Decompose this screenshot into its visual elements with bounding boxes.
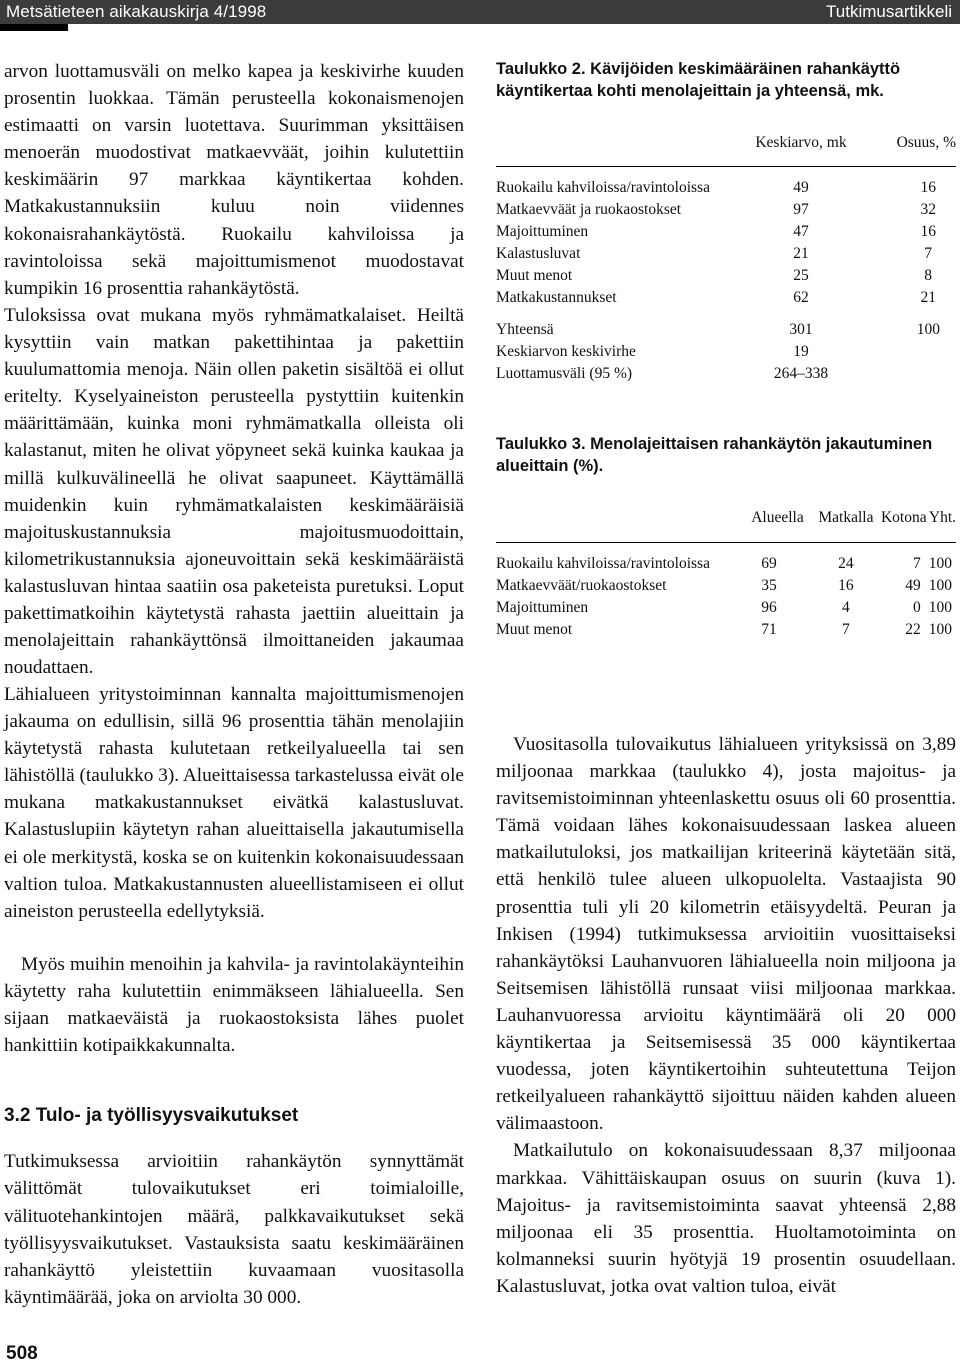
table-row [496, 553, 956, 575]
table-caption-label: Taulukko 2. [496, 60, 586, 78]
cell-value: 8 [924, 266, 932, 284]
table-caption [496, 433, 956, 477]
table-row [496, 597, 956, 619]
cell-value: 100 [916, 320, 940, 338]
cell-value: 97 [793, 200, 809, 218]
body-paragraph: Lähialueen yritystoiminnan kannalta majoittumismenojen jakauma on edullisin, sillä 96 prosenttia tähän menolajiin käytetystä rahasta kulutetaan retkeilyalueella tai sen lähistöllä (taulukko 3). Alueittaisessa tarkastelussa eivät ole mukana matkakustannukset eivätkä kalastusluvat. Kalastuslupiin käytetyn rahan alueittaisella jakautumisella ei ole merkitystä, koska se on kuitenkin kokonaisuudessaan valtion tuloa. Matkakustannusten alueellistamiseen ei ollut aineiston perusteella edellytyksiä. [4, 684, 464, 922]
cell-value: 62 [793, 288, 809, 306]
row-label: Matkaevväät ja ruokaostokset [496, 200, 682, 218]
cell-value: 7 [913, 555, 921, 572]
column-header: Keskiarvo, mk [755, 134, 847, 151]
table-header-row [496, 134, 956, 166]
body-paragraph: Vuositasolla tulovaikutus lähialueen yrityksissä on 3,89 miljoonaa markkaa (taulukko 4), josta majoitus- ja ravitsemistoiminnan yhteenlaskettu osuus oli 60 prosenttia. Tämä voidaan lähes kokonaisuudessaan laskea alueen matkailutuloksi, jos matkailijan kriteerinä käytetään sitä, että henkilö tulee alueen ulkopuolelta. Vastaajista 90 prosenttia tuli yli 20 kilometrin etäisyydeltä. Peuran ja Inkisen (1994) tutkimuksessa arvioitiin vuosittaiseksi rahankäytöksi Lauhanvuoren lähialueella noin miljoona ja Seitsemisen lähistöllä runsaat viisi miljoonaa markkaa. Lauhanvuoressa arvioitu käyntimäärä oli 20 000 käyntikertaa ja Seitsemisessä 35 000 käyntikertaa vuodessa, joten käyntikertoihin suhteutettuna Teijon retkeilyalueen rahankäyttö sijoittuu näiden kahden alueen välimaastoon. [496, 734, 956, 1135]
journal-title: Metsätieteen aikakauskirja 4/1998 [6, 2, 267, 21]
table-rule [496, 543, 956, 554]
row-label: Yhteensä [496, 320, 554, 338]
row-label: Majoittuminen [496, 599, 589, 616]
body-paragraph: Tutkimuksessa arvioitiin rahankäytön synnyttämät välittömät tulovaikutukset eri toimialoille, välituotehankintojen määrä, palkkavaikutukset sekä työllisyysvaikutukset. Vastauksista saatu keskimääräinen rahankäyttö yleistettiin kuvaamaan vuositasolla käyntimäärää, joka on arviolta 30 000. [4, 1151, 464, 1308]
table-row [496, 177, 956, 199]
cell-value: 100 [928, 577, 952, 594]
journal-header-bar [0, 0, 960, 24]
cell-value: 69 [761, 555, 777, 572]
section-heading: 3.2 Tulo- ja työllisyysvaikutukset [4, 1105, 299, 1127]
cell-value: 21 [793, 244, 809, 262]
body-paragraph: arvon luottamusväli on melko kapea ja keskivirhe kuuden prosentin luokkaa. Tämän perusteella kokonaismenojen estimaatti on varsin luotettava. Suurimman yksittäisen menoerän muodostivat matkaevväät, joihin kulutettiin keskimäärin 97 markkaa käyntikertaa kohden. Matkakustannuksiin kuluu noin viidennes kokonaisrahankäytöstä. Ruokailu kahviloissa ja ravintoloissa sekä majoittumismenot muodostavat kumpikin 16 prosenttia rahankäytöstä. [4, 61, 464, 299]
right-column [496, 58, 956, 1300]
row-label: Matkaevväät/ruokaostokset [496, 577, 667, 594]
column-header: Matkalla [818, 508, 874, 526]
table-caption-text: Kävijöiden keskimääräinen rahankäyttö käyntikertaa kohti menolajeittain ja yhteensä, mk. [496, 60, 901, 100]
header-tab-decoration [0, 24, 68, 31]
cell-value: 35 [761, 577, 777, 594]
table-row [496, 199, 956, 221]
cell-value: 22 [905, 621, 921, 638]
table-caption [496, 58, 956, 102]
table-row [496, 619, 956, 641]
table-row [496, 575, 956, 597]
row-label: Luottamusväli (95 %) [496, 364, 633, 382]
table-summary-row [496, 319, 956, 341]
table-caption-text: Menolajeittaisen rahankäytön jakautuminen alueittain (%). [496, 434, 933, 475]
table-rule [496, 166, 956, 177]
table-header-row [496, 509, 956, 543]
row-label: Muut menot [496, 266, 573, 284]
column-header: Kotona [880, 508, 927, 526]
body-paragraph: Myös muihin menoihin ja kahvila- ja ravintolakäynteihin käytetty raha kulutettiin enimmäkseen lähialueella. Sen sijaan matkaeväistä ja ruokaostoksista lähes puolet hankittiin kotipaikkakunnalta. [4, 954, 464, 1057]
table-row [496, 287, 956, 309]
cell-value: 24 [838, 555, 854, 572]
row-label: Muut menot [496, 621, 573, 638]
table-row [496, 243, 956, 265]
cell-value: 100 [928, 555, 952, 572]
table-row [496, 221, 956, 243]
row-label: Ruokailu kahviloissa/ravintoloissa [496, 178, 710, 196]
cell-value: 25 [793, 266, 809, 284]
cell-value: 71 [761, 621, 777, 638]
row-label: Keskiarvon keskivirhe [496, 342, 636, 360]
left-column [4, 58, 464, 1311]
section-label: Tutkimusartikkeli [826, 2, 952, 21]
cell-value: 21 [920, 288, 936, 306]
table-summary-row [496, 341, 956, 363]
cell-value: 100 [928, 599, 952, 616]
cell-value: 16 [920, 222, 936, 240]
cell-value: 0 [913, 599, 921, 616]
cell-value: 264–338 [773, 364, 829, 382]
cell-value: 301 [789, 320, 813, 338]
column-header: Alueella [751, 508, 804, 526]
table-caption-label: Taulukko 3. [496, 434, 586, 453]
cell-value [866, 363, 956, 385]
table-2 [496, 134, 956, 385]
table-row [496, 265, 956, 287]
row-label: Matkakustannukset [496, 288, 617, 306]
cell-value: 16 [920, 178, 936, 196]
row-label: Kalastusluvat [496, 244, 581, 262]
body-paragraph: Matkailutulo on kokonaisuudessaan 8,37 miljoonaa markkaa. Vähittäiskaupan osuus on suurin (kuva 1). Majoitus- ja ravitsemistoiminta saavat yhteensä 2,88 miljoonaa eli 35 prosenttia. Huoltamotoiminta on kolmanneksi suurin hyötyjä 19 prosentin osuudellaan. Kalastusluvat, jotka ovat valtion tuloa, eivät [496, 1140, 956, 1297]
cell-value: 49 [905, 577, 921, 594]
cell-value: 7 [924, 244, 932, 262]
cell-value [866, 341, 956, 363]
cell-value: 100 [928, 621, 952, 638]
table-3 [496, 509, 956, 642]
cell-value: 49 [793, 178, 809, 196]
column-header: Osuus, % [896, 134, 956, 151]
column-header: Yht. [928, 508, 956, 526]
cell-value: 47 [793, 222, 809, 240]
cell-value: 16 [838, 577, 854, 594]
page-number: 508 [6, 1343, 38, 1364]
cell-value: 19 [793, 342, 809, 360]
row-label: Majoittuminen [496, 222, 589, 240]
cell-value: 32 [920, 200, 936, 218]
cell-value: 4 [842, 599, 850, 616]
cell-value: 96 [761, 599, 777, 616]
row-label: Ruokailu kahviloissa/ravintoloissa [496, 555, 710, 572]
body-paragraph: Tuloksissa ovat mukana myös ryhmämatkalaiset. Heiltä kysyttiin vain matkan pakettihintaa ja pakettiin kuulumattomia menoja. Näin ollen paketin sisältöä ei ollut eritelty. Kyselyaineiston perusteella pystyttiin kuitenkin määrittämään, kuinka moni ryhmämatkalla olleista oli kalastanut, miten he olivat yöpyneet sekä kuinka kaukaa ja millä kulkuvälineellä he olivat saapuneet. Käyttämällä muidenkin kuin ryhmämatkalaisten keskimääräisiä majoituskustannuksia majoitusmuodoittain, kilometrikustannuksia ajoneuvoittain sekä keskimääräistä kalastusluvan hintaa saatiin osa paketeista puretuksi. Loput pakettimatkoihin käytetystä rahasta jaettiin alueittain ja menolajeittain rahankäyttönsä ilmoittaneiden jakaumaa noudattaen. [4, 305, 464, 679]
table-summary-row [496, 363, 956, 385]
cell-value: 7 [842, 621, 850, 638]
